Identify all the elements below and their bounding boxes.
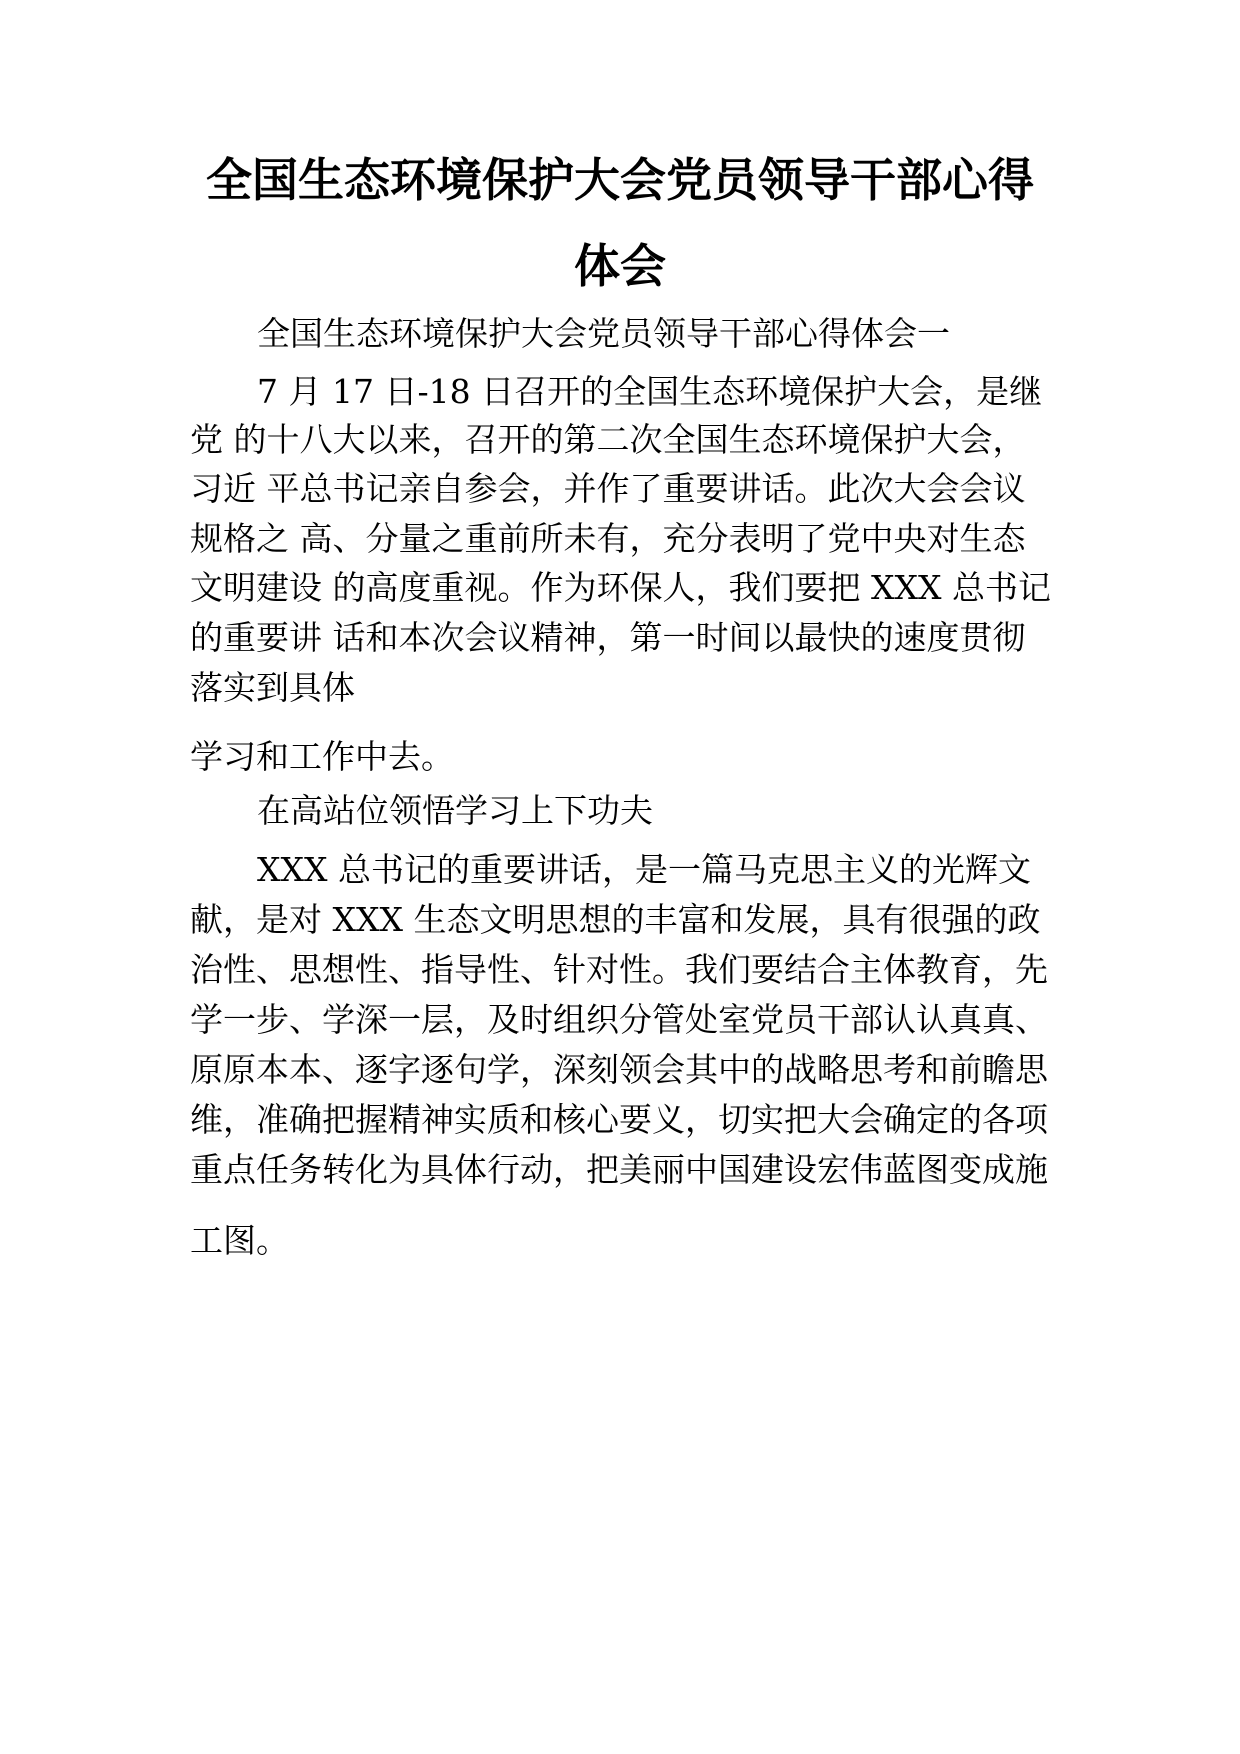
paragraph-line: 7 月 17 日-18 日召开的全国生态环境保护大会，是继 (257, 372, 1043, 411)
paragraph-line: 学一步、学深一层，及时组织分管处室党员干部认认真真、 (190, 1000, 1048, 1039)
paragraph-line: 文明建设 的高度重视。作为环保人，我们要把 XXX 总书记 (190, 568, 1051, 607)
document-title-line-1: 全国生态环境保护大会党员领导干部心得 (206, 153, 1034, 207)
paragraph-line: 的重要讲 话和本次会议精神，第一时间以最快的速度贯彻 (190, 618, 1026, 657)
paragraph-line: 维，准确把握精神实质和核心要义，切实把大会确定的各项 (190, 1100, 1048, 1139)
paragraph-line: 学习和工作中去。 (190, 737, 454, 776)
document-title-line-2: 体会 (574, 239, 666, 293)
paragraph-line: 党 的十八大以来，召开的第二次全国生态环境保护大会， (190, 420, 1026, 459)
paragraph-line: 落实到具体 (190, 668, 355, 707)
paragraph-line: XXX 总书记的重要讲话，是一篇马克思主义的光辉文 (257, 850, 1031, 889)
paragraph-line: 治性、思想性、指导性、针对性。我们要结合主体教育，先 (190, 950, 1048, 989)
paragraph-line: 献，是对 XXX 生态文明思想的丰富和发展，具有很强的政 (190, 900, 1041, 939)
subtitle: 全国生态环境保护大会党员领导干部心得体会一 (257, 314, 950, 353)
paragraph-line: 工图。 (190, 1221, 289, 1260)
paragraph-line: 规格之 高、分量之重前所未有，充分表明了党中央对生态 (190, 519, 1026, 558)
paragraph-line: 重点任务转化为具体行动，把美丽中国建设宏伟蓝图变成施 (190, 1150, 1048, 1189)
section-heading: 在高站位领悟学习上下功夫 (257, 791, 653, 830)
paragraph-line: 习近 平总书记亲自参会，并作了重要讲话。此次大会会议 (190, 469, 1026, 508)
paragraph-line: 原原本本、逐字逐句学，深刻领会其中的战略思考和前瞻思 (190, 1050, 1048, 1089)
